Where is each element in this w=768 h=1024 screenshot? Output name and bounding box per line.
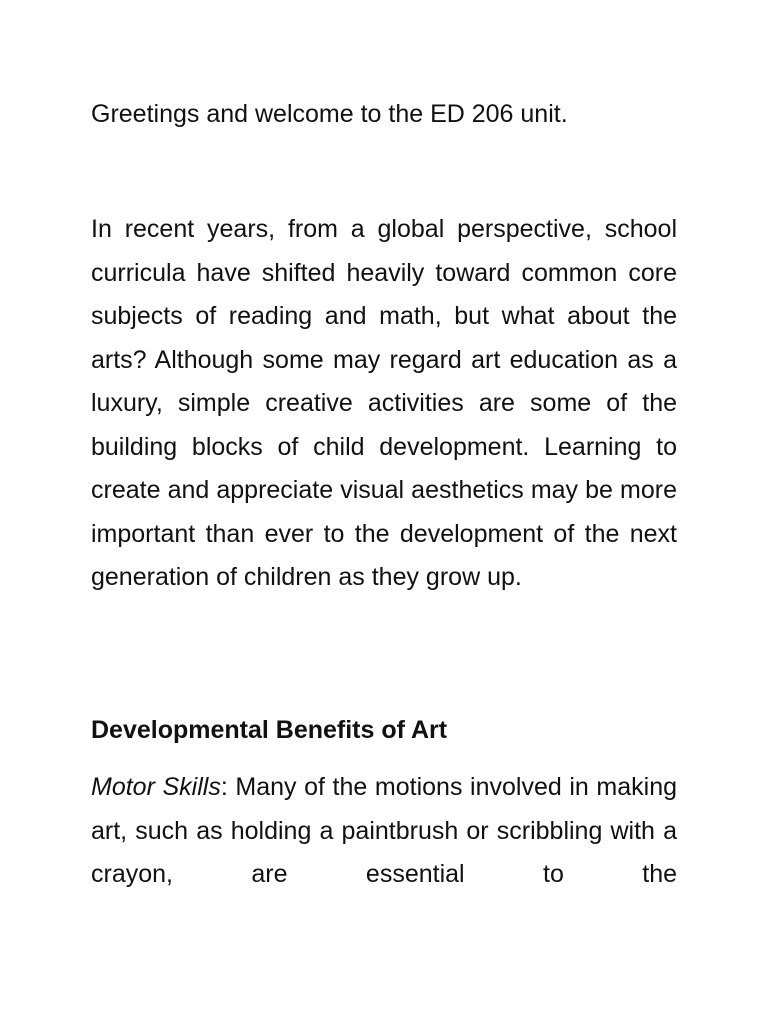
section-heading: Developmental Benefits of Art [91, 716, 448, 744]
motor-skills-paragraph [91, 766, 677, 897]
greeting-line: Greetings and welcome to the ED 206 unit. [91, 100, 568, 128]
motor-skills-separator: : [220, 773, 228, 801]
intro-paragraph: In recent years, from a global perspective, school curricula have shifted heavily toward common core subjects of reading and math, but what about the arts? Although some may regard art education as a luxury, simple creative activities are some of the building blocks of child development. Learning to create and appreciate visual aesthetics may be more important than ever to the development of the next generation of children as they grow up. [91, 215, 677, 591]
motor-skills-text: Many of the motions involved in making art, such as holding a paintbrush or scribbling with a crayon, are essential to the [91, 773, 678, 888]
motor-skills-term: Motor Skills [91, 773, 221, 801]
